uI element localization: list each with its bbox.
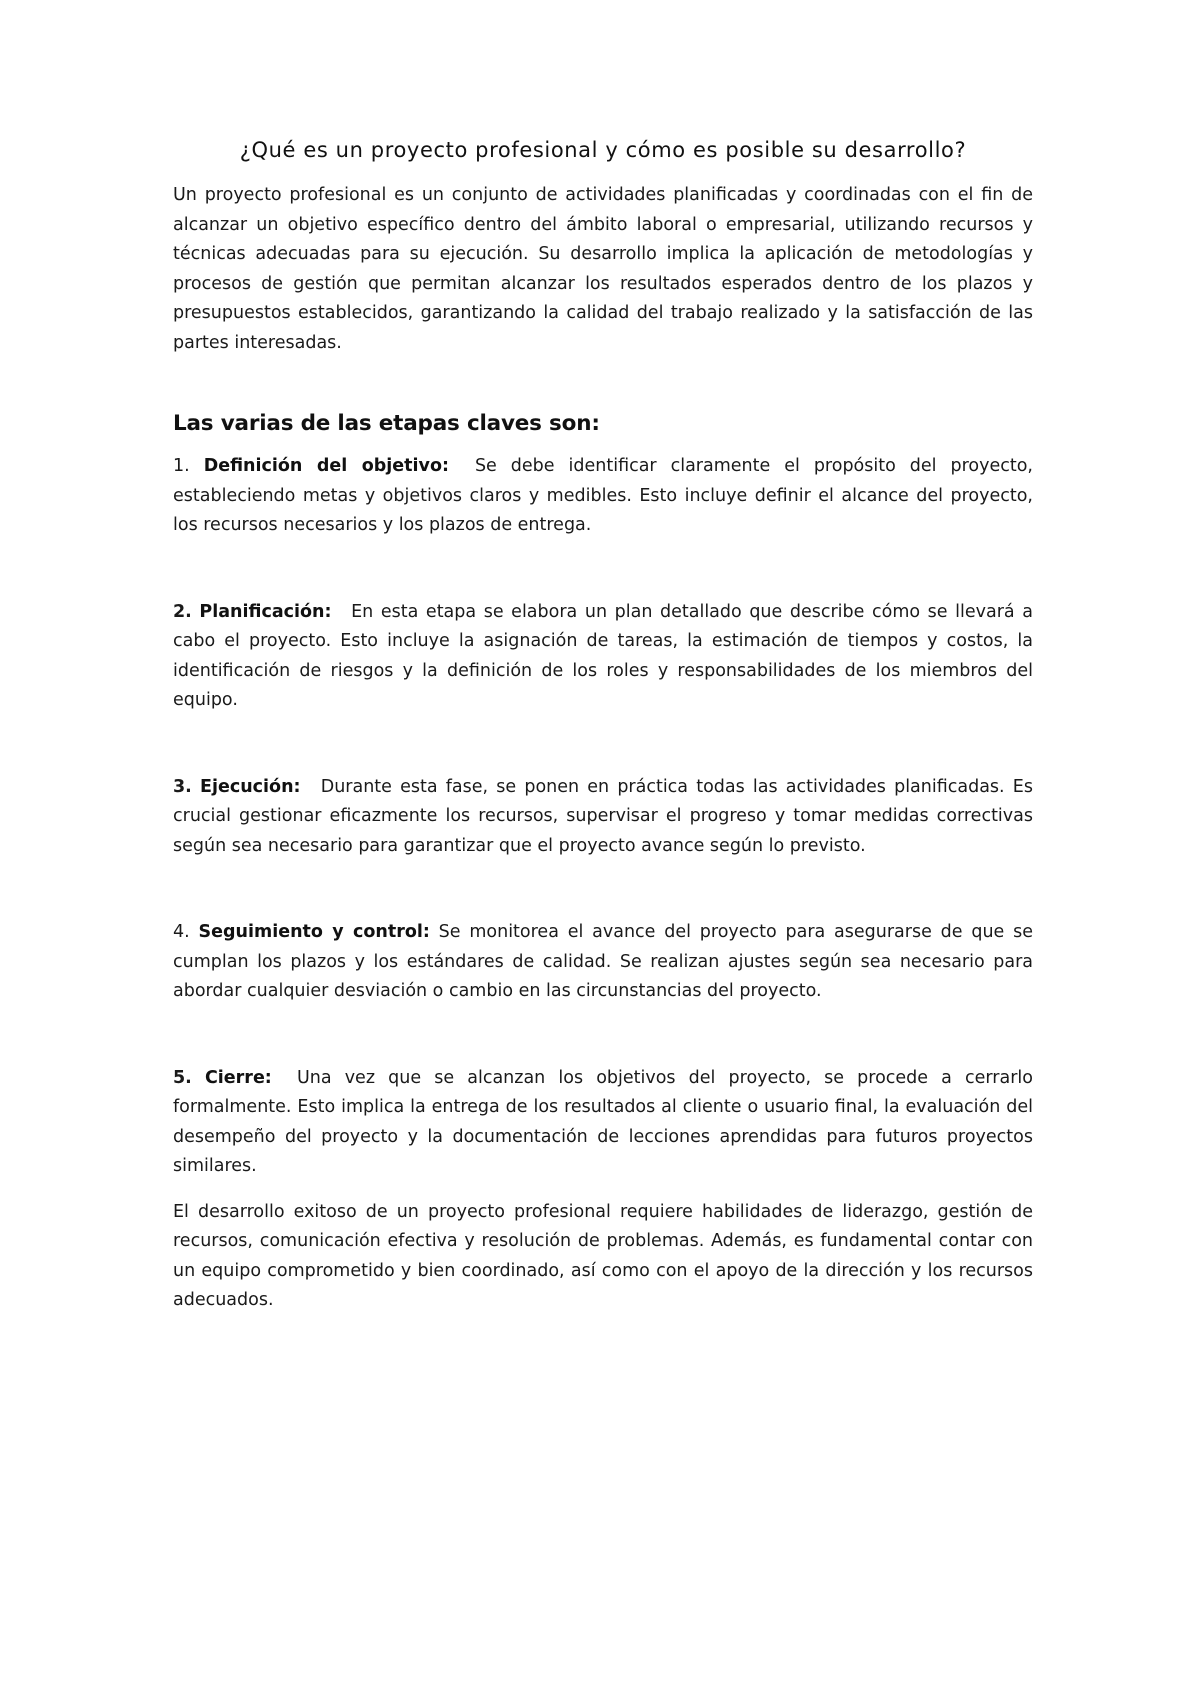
intro-paragraph: Un proyecto profesional es un conjunto de actividades planificadas y coordinadas con el fin de alcanzar un objetivo específico dentro del ámbito laboral o empresarial, utilizando recursos y técnicas adecuadas para su ejecución. Su desarrollo implica la aplicación de metodologías y procesos de gestión que permitan alcanzar los resultados esperados dentro de los plazos y presupuestos establecidos, garantizando la calidad del trabajo realizado y la satisfacción de las partes interesadas. [173, 185, 1033, 353]
stage-text: En esta etapa se elabora un plan detallado que describe cómo se llevará a cabo el proyecto. Esto incluye la asignación de tareas, la estimación de tiempos y costos, la identificación de riesgos y la definición de los roles y responsabilidades de los miembros del equipo. [173, 601, 1033, 711]
stage-item-5 [173, 1064, 1033, 1182]
stage-number: 2. [173, 601, 192, 622]
stage-text: Se monitorea el avance del proyecto para asegurarse de que se cumplan los plazos y los estándares de calidad. Se realizan ajustes según sea necesario para abordar cualquier desviación o cambio en las circunstancias del proyecto. [173, 922, 1033, 1002]
stage-text: Durante esta fase, se ponen en práctica todas las actividades planificadas. Es crucial gestionar eficazmente los recursos, supervisar el progreso y tomar medidas correctivas según sea necesario para garantizar que el proyecto avance según lo previsto. [173, 776, 1033, 856]
stage-number: 1. [173, 456, 190, 477]
stage-title: Seguimiento y control: [198, 922, 430, 943]
stage-title: Ejecución: [200, 776, 301, 797]
document-title: ¿Qué es un proyecto profesional y cómo es posible su desarrollo? [239, 138, 967, 162]
conclusion-paragraph: El desarrollo exitoso de un proyecto profesional requiere habilidades de liderazgo, gestión de recursos, comunicación efectiva y resolución de problemas. Además, es fundamental contar con un equipo comprometido y bien coordinado, así como con el apoyo de la dirección y los recursos adecuados. [173, 1201, 1033, 1311]
stage-title: Planificación: [199, 601, 332, 622]
stage-title: Definición del objetivo: [203, 456, 449, 477]
stage-title: Cierre: [204, 1067, 272, 1088]
stage-text: Una vez que se alcanzan los objetivos del proyecto, se procede a cerrarlo formalmente. Esto implica la entrega de los resultados al cliente o usuario final, la evaluación del desempeño del proyecto y la documentación de lecciones aprendidas para futuros proyectos similares. [173, 1067, 1033, 1177]
stage-item-4 [173, 918, 1033, 1007]
stage-item-2 [173, 598, 1033, 716]
stage-number: 5. [173, 1067, 192, 1088]
stage-item-3 [173, 773, 1033, 862]
stage-number: 3. [173, 776, 192, 797]
stages-heading: Las varias de las etapas claves son: [173, 411, 600, 437]
stage-text: Se debe identificar claramente el propósito del proyecto, estableciendo metas y objetivos claros y medibles. Esto incluye definir el alcance del proyecto, los recursos necesarios y los plazos de entrega. [173, 456, 1033, 536]
stage-number: 4. [173, 922, 190, 943]
document-body [173, 138, 1033, 1316]
stage-item-1 [173, 452, 1033, 541]
